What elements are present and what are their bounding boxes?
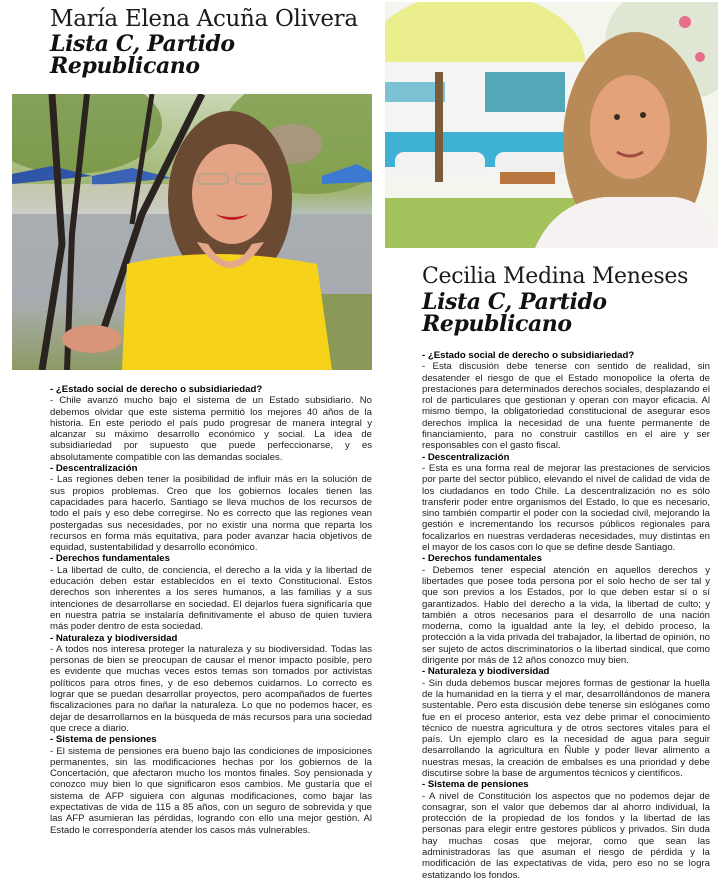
question-heading: - Derechos fundamentales xyxy=(422,553,542,565)
candidate-1-party-line1: Lista C, Partido xyxy=(50,31,235,57)
answer-text: - Sin duda debemos buscar mejores formas de gestionar la huella de la humanidad en la tierra y el mar, desarrollándonos de manera sustentable. Pero esta discusión debe tenerse sin eslóganes como fue en el proceso anterior, esta vez debe primar el conocimiento técnico de nuestra agricultura y de otros sectores vitales para el país. Un ejemplo claro es la necesidad de agua para seguir desarrollando la agricultura en Ñuble y poder llevar alimento a nuestras mesas, la creación de embalses es una prioridad y debe discutirse sobre la base de argumentos técnicos y científicos. xyxy=(422,677,710,779)
candidate-2-party xyxy=(422,291,607,335)
candidate-1-section-subsidiarity xyxy=(50,384,372,463)
question-heading: - ¿Estado social de derecho o subsidiariedad? xyxy=(50,384,263,395)
candidate-2-section-decentralization xyxy=(422,452,710,554)
candidate-2-answers xyxy=(422,350,710,881)
candidate-1-party xyxy=(50,33,235,77)
answer-text: - Chile avanzó mucho bajo el sistema de un Estado subsidiario. No debemos olvidar que este sistema permitió los mejores 40 años de la historia. En este periodo el país pudo progresar de manera integral y alcanzar su máximo desarrollo económico y social. La idea de subsidiariedad por supuesto que puede perfeccionarse, y es absolutamente compatible con las demandas sociales. xyxy=(50,395,372,463)
answer-text: - Esta es una forma real de mejorar las prestaciones de servicios por parte del sector público, elevando el nivel de calidad de vida de los ciudadanos en todo Chile. La descentralización no es sólo transferir poder entre organismos del Estado, lo que es necesario, sino también compartir el poder con la sociedad civil, mejorando la gestión e incrementando los recursos públicos regionales para focalizarlos en nuestras verdaderas necesidades, muy distintas en el mayor de los casos con lo que se define desde Santiago. xyxy=(422,462,710,554)
question-heading: - Naturaleza y biodiversidad xyxy=(50,632,178,644)
candidate-2-photo-image xyxy=(385,2,718,248)
candidate-1-section-pensions xyxy=(50,734,372,836)
candidate-2-section-subsidiarity xyxy=(422,350,710,452)
answer-text: - Las regiones deben tener la posibilidad de influir más en la solución de sus propios problemas. Creo que los gobiernos locales tienen las capacidades para hacerlo. Santiago se lleva muchos de los recursos de todo el país y eso debe corregirse. No es correcto que las regiones vean postergadas sus necesidades, por no existir una norma que reparta los recursos en forma más equitativa, para poder avanzar hacia objetivos de equidad, sustentabilidad y desarrollo económico. xyxy=(50,474,372,554)
answer-text: - El sistema de pensiones era bueno bajo las condiciones de imposiciones permanentes, sin las modificaciones hechas por los gobiernos de la Concertación, que afectaron mucho los montos finales. Soy pensionada y conozco muy bien lo que significaron esos cambios. Me gustaría que el sistema de AFP siguiera con algunas modificaciones, como bajar las expectativas de vida de 115 a 85 años, con un seguro de sobrevida y que las AFP asumieran las pérdidas, logrando con ello una mejor gestión. Al Estado le correspondería atender los casos más vulnerables. xyxy=(50,745,372,836)
answer-text: - A todos nos interesa proteger la naturaleza y su biodiversidad. Todas las personas de bien se preocupan de causar el menor impacto posible, pero es evidente que muchas veces estos temas son tomados por activistas políticos para otros fines, y de eso debemos cuidarnos. Lo correcto es lograr que se puedan desarrollar proyectos, pero acompañados de fuertes fiscalizaciones para no dañar la naturaleza. Lo que no podemos hacer, es dejar de desarrollarnos en la búsqueda de más recursos para una sociedad que crece a diario. xyxy=(50,643,372,734)
candidate-2-party-line2: Republicano xyxy=(422,311,572,337)
candidate-1-photo-image xyxy=(12,94,372,370)
question-heading: - Descentralización xyxy=(422,451,510,463)
question-heading: - Sistema de pensiones xyxy=(50,734,157,746)
candidate-1-section-fundamental-rights xyxy=(50,553,372,632)
answer-text: - La libertad de culto, de conciencia, el derecho a la vida y la libertad de educación deben estar establecidos en el texto Constitucional. Estos derechos son inherentes a los seres humanos, a las familias y a sus intenciones de desarrollarse en sociedad. El dejarlos fuera significaría que en nuestra patria se instalaría definitivamente el abuso de quien tuviera más poder dentro de esta sociedad. xyxy=(50,564,372,633)
candidate-1-party-line2: Republicano xyxy=(50,53,200,79)
candidate-2-section-nature xyxy=(422,666,710,779)
candidate-2-photo xyxy=(385,2,718,248)
question-heading: - Naturaleza y biodiversidad xyxy=(422,666,550,678)
answer-text: - Debemos tener especial atención en aquellos derechos y libertades que posee toda persona por el solo hecho de ser tal y que son previos a los Estados, por lo que deben estar sí o sí garantizados. Hablo del derecho a la vida, la libertad de culto; y también a otros necesarios para el desarrollo de una nación moderna, como la igualdad ante la ley, el debido proceso, la protección a la vida privada del trabajador, la libertad de opinión, no ser sujeto de actos discriminatorios o la libertad sindical, que como dirigente por más de 12 años conozco muy bien. xyxy=(422,564,710,667)
candidate-1-answers xyxy=(50,384,372,836)
question-heading: - Descentralización xyxy=(50,463,138,475)
question-heading: - Derechos fundamentales xyxy=(50,553,170,565)
candidate-1-name: María Elena Acuña Olivera xyxy=(50,6,358,32)
candidate-2-party-line1: Lista C, Partido xyxy=(422,289,607,315)
question-heading: - Sistema de pensiones xyxy=(422,779,529,791)
candidate-2-section-fundamental-rights xyxy=(422,553,710,666)
question-heading: - ¿Estado social de derecho o subsidiariedad? xyxy=(422,350,635,361)
candidate-2-name: Cecilia Medina Meneses xyxy=(422,264,689,289)
answer-text: - Esta discusión debe tenerse con sentido de realidad, sin desatender el riesgo de que el Estado monopolice la oferta de prestaciones para determinados derechos sociales, desplazando el rol de particulares que gestionan y operan con mayor eficacia. Al mismo tiempo, la obligatoriedad constitucional de asegurar esos derechos implica la necesidad de una fuente permanente de financiamiento, para no construir castillos en el aire y ser responsables con el gasto fiscal. xyxy=(422,361,710,452)
candidate-1-photo xyxy=(12,94,372,370)
candidate-1-section-decentralization xyxy=(50,463,372,553)
answer-text: - A nivel de Constitución los aspectos que no podemos dejar de consagrar, son el valor que debemos dar al ahorro individual, la protección de la propiedad de los fondos y la libertad de las personas para elegir entre gestores públicos y privados. Sin duda hay muchas cosas que mejorar, como que sean las administradoras las que asuman el riesgo de pérdida y la modificación de las expectativas de vida, pero eso no se logra estatizando los fondos. xyxy=(422,790,710,881)
candidate-2-section-pensions xyxy=(422,779,710,881)
candidate-1-section-nature xyxy=(50,633,372,735)
